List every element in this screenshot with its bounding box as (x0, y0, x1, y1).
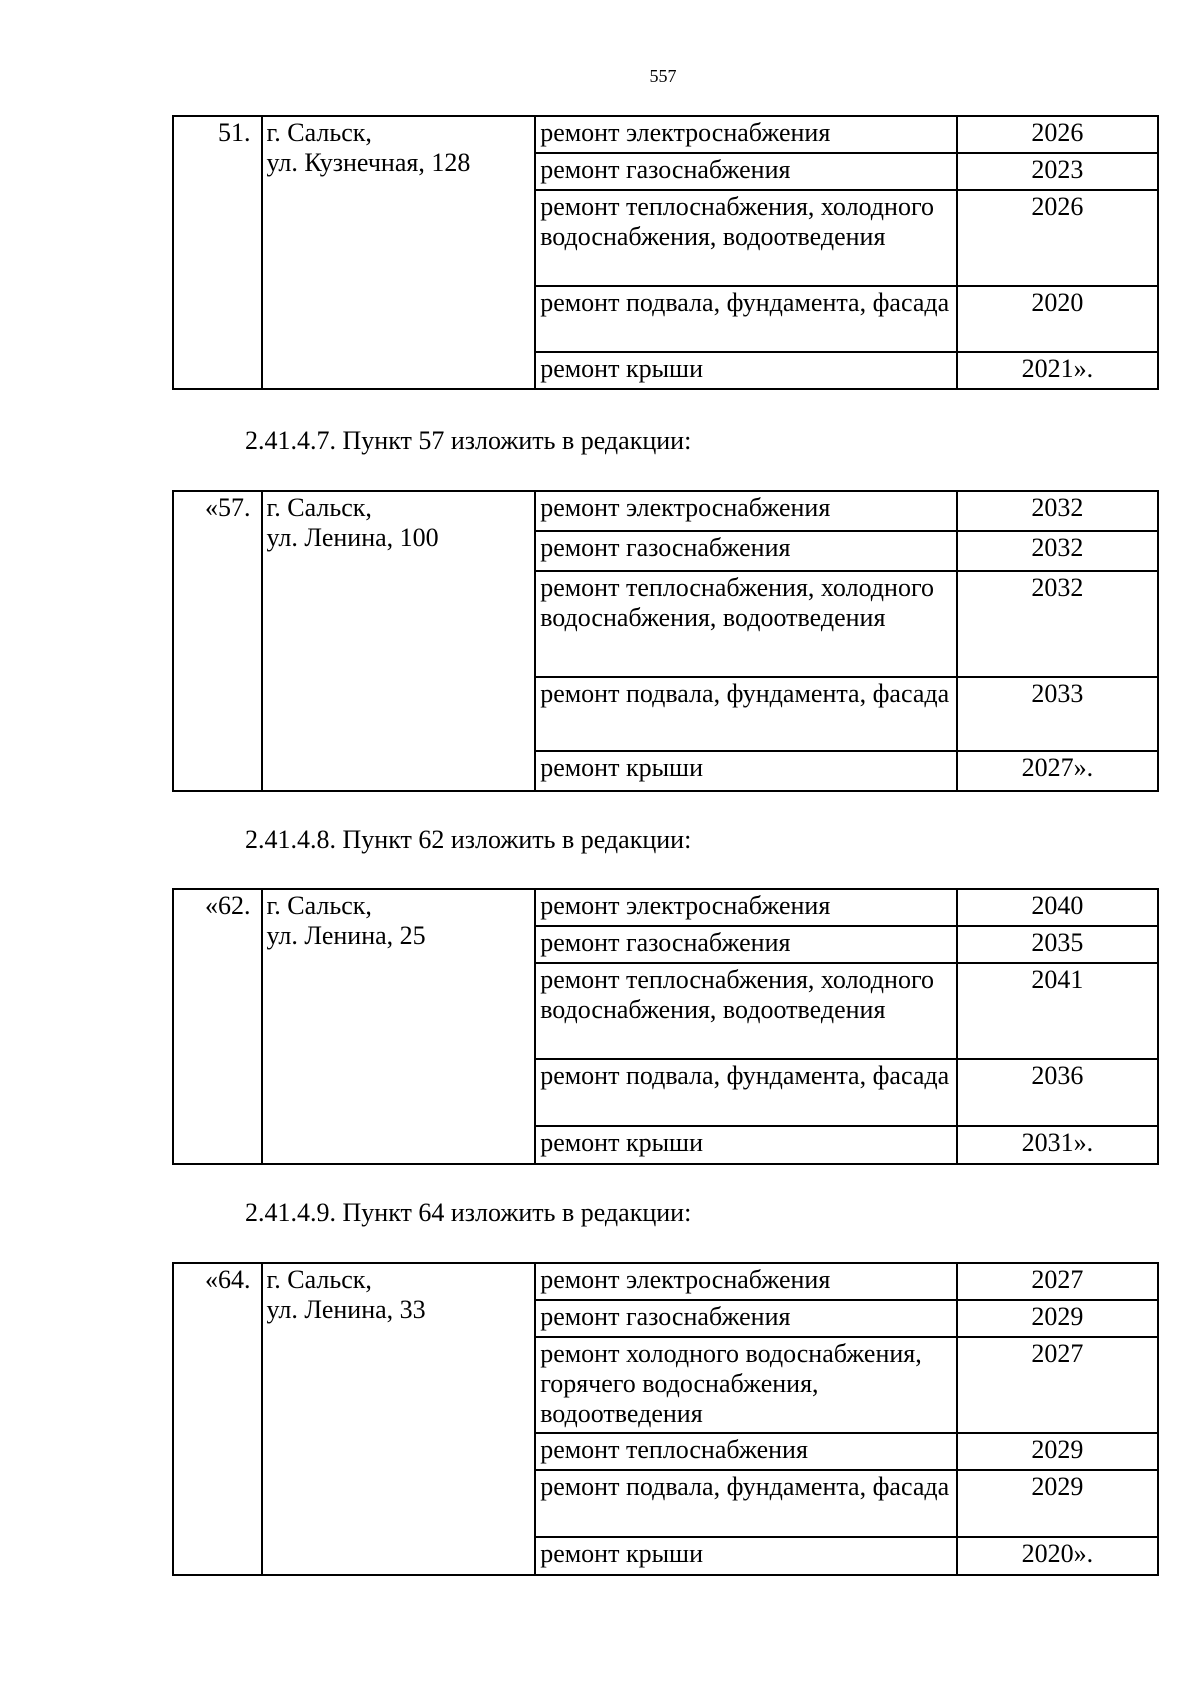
work-type: ремонт крыши (535, 352, 957, 389)
address-street: ул. Ленина, 100 (266, 523, 439, 552)
item-number: «64. (173, 1263, 262, 1575)
address-city: г. Сальск, (266, 493, 372, 522)
work-type: ремонт электроснабжения (535, 491, 957, 531)
work-type: ремонт газоснабжения (535, 1300, 957, 1337)
address-street: ул. Ленина, 25 (266, 921, 426, 950)
work-year: 2040 (957, 889, 1158, 926)
address-city: г. Сальск, (266, 1265, 372, 1294)
work-year: 2041 (957, 963, 1158, 1059)
section-heading: 2.41.4.9. Пункт 64 изложить в редакции: (245, 1198, 692, 1227)
table-row (173, 116, 1158, 153)
work-year: 2023 (957, 153, 1158, 190)
work-year: 2036 (957, 1059, 1158, 1126)
work-year: 2032 (957, 531, 1158, 571)
address-cell (262, 889, 536, 1164)
work-year: 2020 (957, 286, 1158, 352)
work-type: ремонт газоснабжения (535, 531, 957, 571)
work-year: 2021». (957, 352, 1158, 389)
repair-table-62 (172, 888, 1159, 1165)
address-city: г. Сальск, (266, 118, 372, 147)
address-cell (262, 491, 536, 791)
work-type: ремонт газоснабжения (535, 153, 957, 190)
work-type: ремонт теплоснабжения, холодного водоснабжения, водоотведения (535, 190, 957, 286)
work-year: 2026 (957, 190, 1158, 286)
table-row (173, 889, 1158, 926)
work-type: ремонт газоснабжения (535, 926, 957, 963)
work-year: 2020». (957, 1537, 1158, 1575)
address-street: ул. Ленина, 33 (266, 1295, 426, 1324)
repair-table-57 (172, 490, 1159, 792)
section-heading: 2.41.4.8. Пункт 62 изложить в редакции: (245, 825, 692, 854)
work-year: 2027». (957, 751, 1158, 791)
work-year: 2032 (957, 491, 1158, 531)
table-row (173, 491, 1158, 531)
work-type: ремонт подвала, фундамента, фасада (535, 286, 957, 352)
work-year: 2032 (957, 571, 1158, 677)
work-type: ремонт подвала, фундамента, фасада (535, 1059, 957, 1126)
work-type: ремонт подвала, фундамента, фасада (535, 677, 957, 751)
work-type: ремонт крыши (535, 1126, 957, 1164)
section-heading: 2.41.4.7. Пункт 57 изложить в редакции: (245, 426, 692, 455)
work-type: ремонт электроснабжения (535, 116, 957, 153)
work-type: ремонт теплоснабжения, холодного водоснабжения, водоотведения (535, 571, 957, 677)
address-street: ул. Кузнечная, 128 (266, 148, 471, 177)
work-type: ремонт электроснабжения (535, 889, 957, 926)
work-year: 2026 (957, 116, 1158, 153)
work-type: ремонт холодного водоснабжения, горячего водоснабжения, водоотведения (535, 1337, 957, 1433)
work-year: 2027 (957, 1337, 1158, 1433)
item-number: «57. (173, 491, 262, 791)
table-row (173, 1263, 1158, 1300)
address-cell (262, 116, 536, 389)
item-number: 51. (173, 116, 262, 389)
page-number: 557 (649, 66, 677, 86)
work-year: 2031». (957, 1126, 1158, 1164)
repair-table-51 (172, 115, 1159, 390)
item-number: «62. (173, 889, 262, 1164)
repair-table-64 (172, 1262, 1159, 1576)
work-year: 2029 (957, 1470, 1158, 1537)
work-year: 2035 (957, 926, 1158, 963)
work-year: 2029 (957, 1433, 1158, 1470)
work-year: 2027 (957, 1263, 1158, 1300)
work-type: ремонт электроснабжения (535, 1263, 957, 1300)
work-year: 2033 (957, 677, 1158, 751)
work-type: ремонт крыши (535, 1537, 957, 1575)
work-year: 2029 (957, 1300, 1158, 1337)
address-cell (262, 1263, 536, 1575)
work-type: ремонт теплоснабжения (535, 1433, 957, 1470)
work-type: ремонт подвала, фундамента, фасада (535, 1470, 957, 1537)
address-city: г. Сальск, (266, 891, 372, 920)
work-type: ремонт теплоснабжения, холодного водоснабжения, водоотведения (535, 963, 957, 1059)
work-type: ремонт крыши (535, 751, 957, 791)
